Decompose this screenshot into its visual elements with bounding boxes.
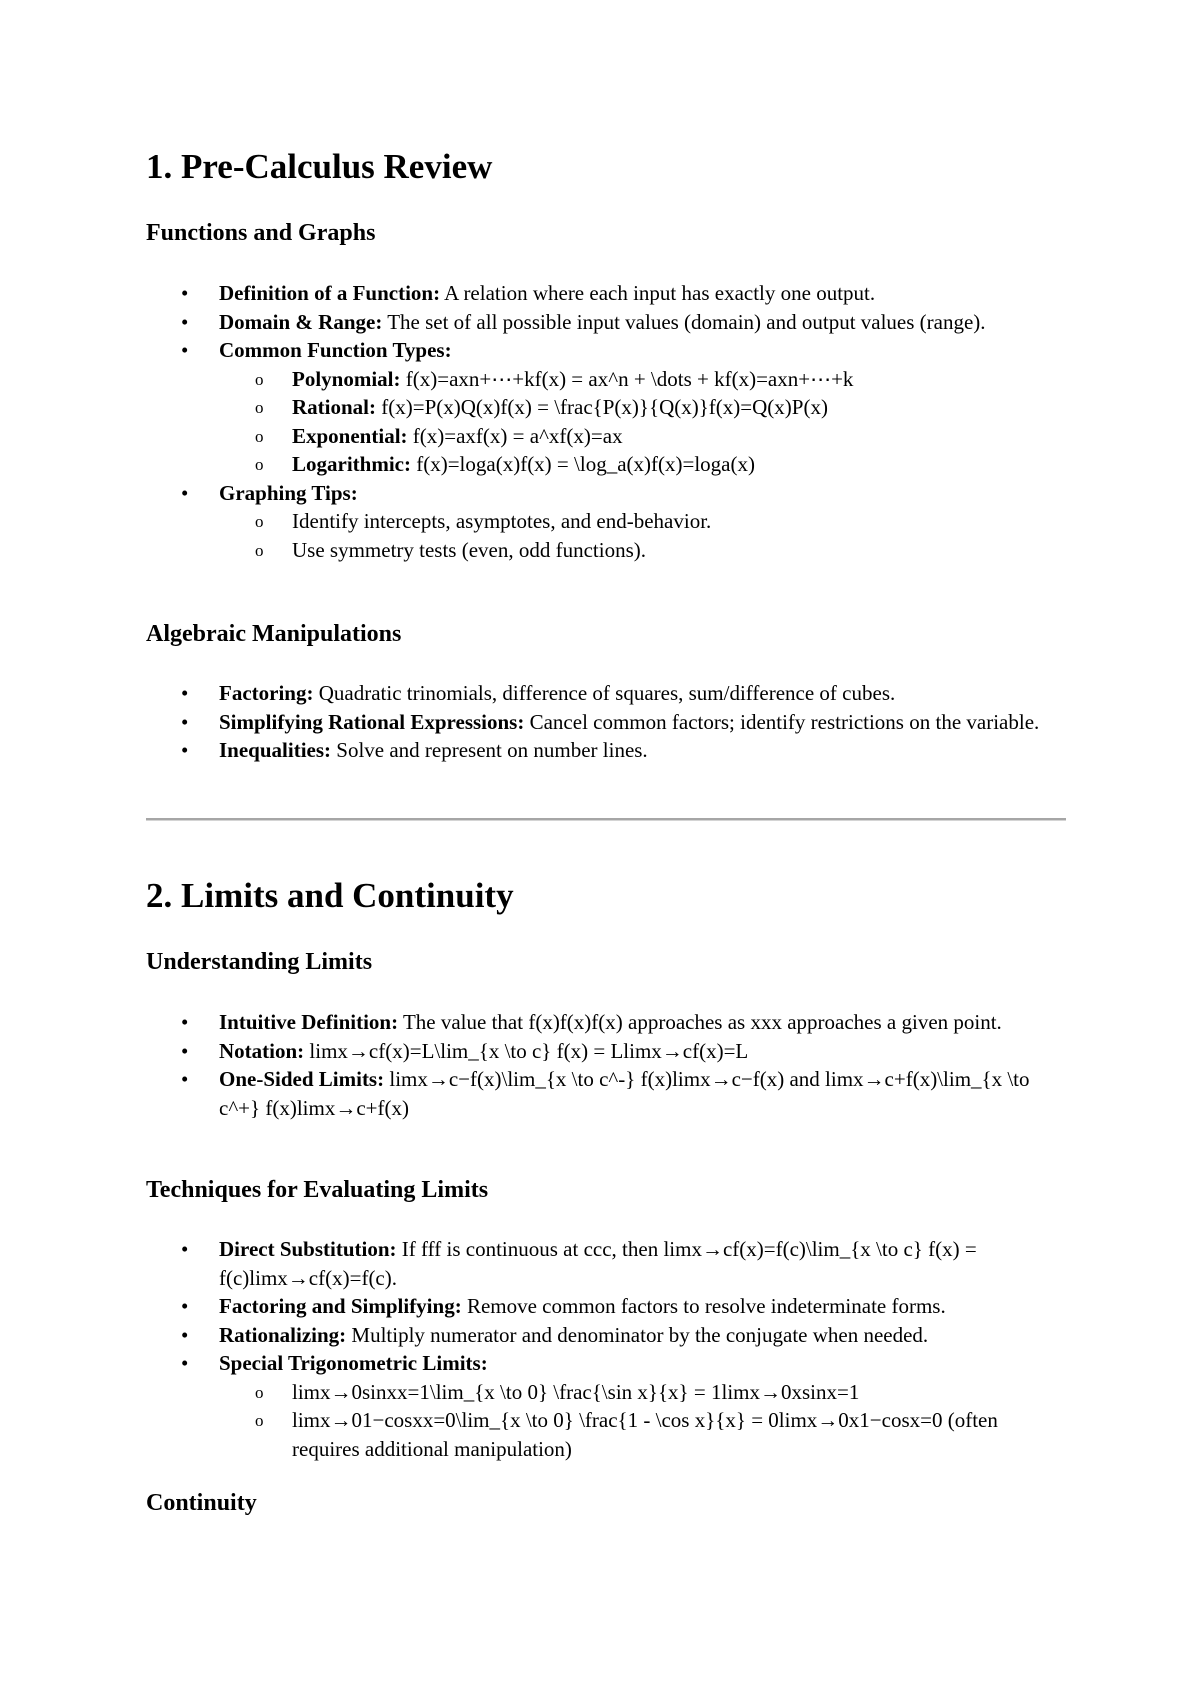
list-item: o Logarithmic: f(x)=loga(x)f(x) = \log_a(x)f(x)=loga(x) xyxy=(219,450,1066,479)
list-item: • Direct Substitution: If fff is continuous at ccc, then limx→cf(x)=f(c)\lim_{x \to c} f(x) = f(c)limx→cf(x)=f(c). xyxy=(146,1235,1066,1292)
list-item: o Identify intercepts, asymptotes, and end-behavior. xyxy=(219,507,1066,536)
techniques-heading: Techniques for Evaluating Limits xyxy=(146,1177,489,1203)
list-item: • Domain & Range: The set of all possible input values (domain) and output values (range). xyxy=(146,308,1066,337)
list-item: • Factoring: Quadratic trinomials, difference of squares, sum/difference of cubes. xyxy=(146,679,1066,708)
algebraic-manipulations-heading: Algebraic Manipulations xyxy=(146,621,402,647)
list-item: • Simplifying Rational Expressions: Cancel common factors; identify restrictions on the variable. xyxy=(146,708,1066,737)
functions-graphs-heading: Functions and Graphs xyxy=(146,220,376,246)
trig-limits-list xyxy=(219,1378,1066,1464)
section-1-title: 1. Pre-Calculus Review xyxy=(146,147,493,186)
list-item: • Inequalities: Solve and represent on number lines. xyxy=(146,736,1066,765)
algebraic-manipulations-list xyxy=(146,679,1066,765)
list-item: o Polynomial: f(x)=axn+⋯+kf(x) = ax^n + \dots + kf(x)=axn+⋯+k xyxy=(219,365,1066,394)
list-item: • Intuitive Definition: The value that f(x)f(x)f(x) approaches as xxx approaches a given point. xyxy=(146,1008,1066,1037)
list-item: • Factoring and Simplifying: Remove common factors to resolve indeterminate forms. xyxy=(146,1292,1066,1321)
functions-graphs-list xyxy=(146,279,1066,564)
list-item: • Graphing Tips: o Identify intercepts, asymptotes, and end-behavior. o Use symmetry tests (even, odd functions). xyxy=(146,479,1066,565)
list-item: o Use symmetry tests (even, odd functions). xyxy=(219,536,1066,565)
list-item: • One-Sided Limits: limx→c−f(x)\lim_{x \to c^-} f(x)limx→c−f(x) and limx→c+f(x)\lim_{x \to c^+} f(x)limx→c+f(x) xyxy=(146,1065,1066,1122)
understanding-limits-heading: Understanding Limits xyxy=(146,949,373,975)
list-item: • Special Trigonometric Limits: o limx→0sinxx=1\lim_{x \to 0} \frac{\sin x}{x} = 1limx→0xsinx=1 o limx→01−cosxx=0\lim_{x \to 0} \frac{1 - \cos x}{x} = 0limx→0x1−cosx=0 (often requires additional manipulation) xyxy=(146,1349,1066,1463)
function-types-list xyxy=(219,365,1066,479)
list-item: o limx→01−cosxx=0\lim_{x \to 0} \frac{1 - \cos x}{x} = 0limx→0x1−cosx=0 (often requires additional manipulation) xyxy=(219,1406,1066,1463)
list-item: • Notation: limx→cf(x)=L\lim_{x \to c} f(x) = Llimx→cf(x)=L xyxy=(146,1037,1066,1066)
list-item: o limx→0sinxx=1\lim_{x \to 0} \frac{\sin x}{x} = 1limx→0xsinx=1 xyxy=(219,1378,1066,1407)
list-item: o Exponential: f(x)=axf(x) = a^xf(x)=ax xyxy=(219,422,1066,451)
continuity-heading: Continuity xyxy=(146,1490,257,1516)
graphing-tips-list xyxy=(219,507,1066,564)
list-item: o Rational: f(x)=P(x)Q(x)f(x) = \frac{P(x)}{Q(x)}f(x)=Q(x)P(x) xyxy=(219,393,1066,422)
understanding-limits-list xyxy=(146,1008,1066,1122)
list-item: • Common Function Types: o Polynomial: f(x)=axn+⋯+kf(x) = ax^n + \dots + kf(x)=axn+⋯+k o Rational: f(x)=P(x)Q(x)f(x) = \frac{P(x)}{Q(x)}f(x)=Q(x)P(x) o Exponential: f(x)=axf(x) = a^xf(x)=ax o Logarithmic: f(x)=loga(x)f(x) = \log_a(x)f(x)=loga(x) xyxy=(146,336,1066,479)
techniques-list xyxy=(146,1235,1066,1463)
section-2-title: 2. Limits and Continuity xyxy=(146,876,514,915)
horizontal-divider xyxy=(146,818,1066,821)
list-item: • Definition of a Function: A relation where each input has exactly one output. xyxy=(146,279,1066,308)
list-item: • Rationalizing: Multiply numerator and denominator by the conjugate when needed. xyxy=(146,1321,1066,1350)
